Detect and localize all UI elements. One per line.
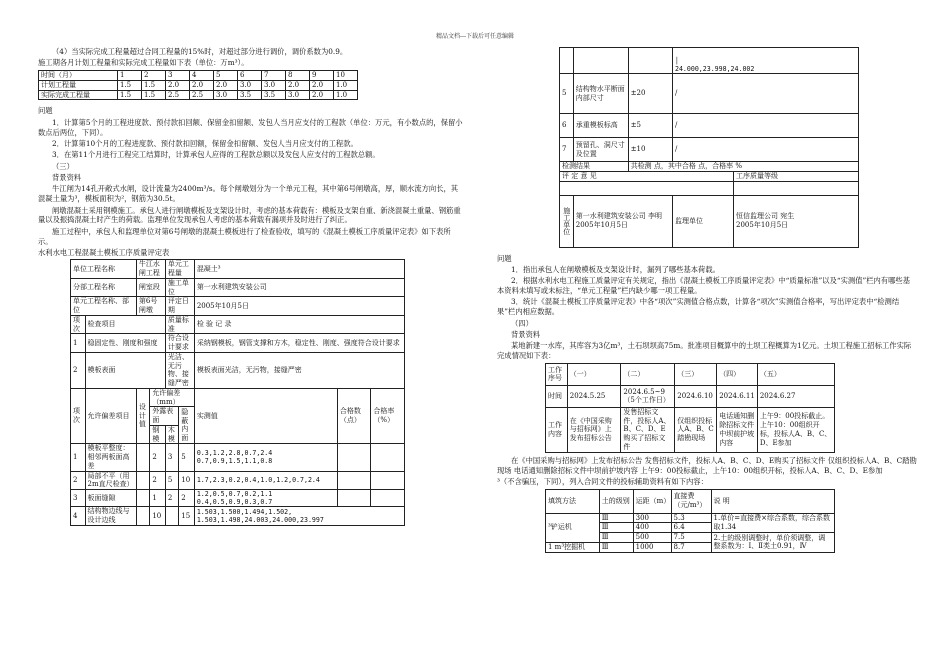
col-record: 检 验 记 录	[194, 315, 404, 334]
head-cost: 直接费（元/m³）	[671, 489, 711, 513]
time-label: 时间	[546, 385, 568, 407]
dev-pass-no	[337, 444, 371, 471]
seq-label: 工作序号	[546, 363, 568, 385]
page-header: 精品文档---下载后可任意编辑	[435, 33, 515, 40]
dev-design	[136, 471, 149, 490]
month-cell: 2	[142, 71, 166, 81]
quantity-table	[38, 70, 358, 100]
actual-cell: 1.5	[142, 90, 166, 100]
check-std: 光洁、无污物、接缝严密	[165, 352, 194, 388]
form-title: 水利水电工程混凝土模板工序质量评定表	[38, 247, 170, 257]
cont-item: 结构物水平断面内部尺寸	[573, 74, 628, 114]
background-para-2: 在《中国采购与招标网》上发布招标公告 发售招标文件，投标人A、B、C、D、E购买了招标文件 仅组织投标人A、B、C踏勘现场 电话通知删除招标文件中坝前护坡内容 上午9：00投标截止，上午10：00组织开标，投标人A、B、C、D、E参加	[497, 455, 917, 475]
plan-cell: 3.0	[262, 80, 286, 90]
measured-line: 1.7,2.3,0.2,0.4,1.0,1.2,0.7,2.4	[196, 476, 320, 485]
head-method: 填筑方法	[546, 489, 600, 513]
bidding-timeline-table	[545, 363, 835, 453]
question-2: 2．根据水利水电工程施工质量评定有关规定，指出《混凝土模板工序质量评定表》中“质量标准”以及“实测值”栏内有哪些基本资料未填写或未标注，“单元工程量”栏内缺少哪一项工程量。	[497, 276, 910, 296]
dev-no: 4	[71, 507, 86, 526]
dev-col-pass-no: 合格数（点）	[337, 388, 371, 444]
check-no: 2	[71, 352, 86, 388]
supervisor-signature	[734, 195, 859, 247]
month-cell: 1	[118, 71, 142, 81]
plan-cell: 1.5	[142, 80, 166, 90]
actual-cell: 2.5	[166, 90, 190, 100]
head-note: 说 明	[711, 489, 834, 513]
dev-measured	[194, 507, 404, 526]
unit-price-table	[545, 489, 835, 553]
cont-allow: ±5	[628, 114, 672, 138]
contractor-sig-name: 第一水利建筑安装公司 李明	[575, 212, 662, 221]
date-label: 评定日期	[165, 297, 194, 316]
supervisor-sig-label: 监理单位	[672, 195, 733, 247]
content-cell: 仅组织投标人A、B、C踏勘现场	[675, 407, 717, 452]
col-std: 质量标准	[165, 315, 194, 334]
dev-measured	[194, 444, 337, 471]
form-continuation	[559, 47, 859, 248]
col-item: 检查项目	[85, 315, 165, 334]
cont-no: 7	[560, 138, 574, 162]
head-distance: 运距（m）	[633, 489, 671, 513]
dev-item: 板面缝隙	[85, 490, 136, 507]
time-row	[546, 385, 835, 407]
dev-col-steel: 钢模	[150, 425, 166, 444]
dev-design	[136, 444, 149, 471]
cont-no: 6	[560, 114, 574, 138]
dev-measured	[194, 471, 337, 490]
seq-cell: （三）	[675, 363, 717, 385]
check-no: 1	[71, 334, 86, 353]
questions-title: 问题	[497, 253, 512, 263]
seq-cell: （一）	[567, 363, 621, 385]
month-cell: 10	[334, 71, 358, 81]
cont-allow: ±10	[628, 138, 672, 162]
plan-cell: 2.0	[166, 80, 190, 90]
section-3-heading: （三）	[52, 161, 74, 171]
method-scraper: ³铲运机	[546, 513, 600, 542]
dev-col-wood: 木模	[165, 425, 178, 444]
grade-cell: Ⅲ	[599, 533, 633, 543]
dev-item: 局部不平（用2m直尺检查）	[85, 471, 136, 490]
dev-row	[71, 444, 405, 471]
check-item-row	[71, 334, 405, 353]
background-para-1: 牛江闸为14孔开敞式水闸，设计流量为2400m³/s。每个闸墩划分为一个单元工程，其中第6号闸墩高，厚，顺水流方向长，其混凝土量为³，模板面积为²，钢筋为30.5t。	[38, 184, 459, 204]
month-cell: 4	[190, 71, 214, 81]
dev-no: 1	[71, 444, 86, 471]
check-item-row	[71, 352, 405, 388]
price-head-row	[546, 489, 835, 513]
unit-elem-label: 单元工程量	[165, 260, 194, 279]
grade-cell: Ⅲ	[599, 523, 633, 533]
background-title: 背景资料	[52, 173, 82, 182]
month-cell: 7	[262, 71, 286, 81]
elem-name-label: 单元工程名称、部位	[71, 297, 137, 316]
contractor-sig-date: 2005年10月5日	[575, 221, 628, 229]
eval-head-row	[560, 171, 859, 181]
dev-pass-no	[337, 471, 371, 490]
question-2: 2．计算第10个月的工程进度款、预付款扣回额，保留金扣留额、发包人当月应支付的工程款。	[52, 138, 358, 148]
cont-record: /	[672, 138, 858, 162]
cont-row	[560, 114, 859, 138]
note-2: 2.土的级别调整时，单价须调整，调整系数为：Ⅰ、Ⅱ类土0.91，Ⅳ	[711, 533, 834, 553]
dev-design	[136, 507, 149, 526]
actual-cell: 3.0	[214, 90, 238, 100]
dev-steel: 2	[150, 471, 166, 490]
content-cell: 发售招标文件，投标人A、B、C、D、E购买了招标文件	[621, 407, 675, 452]
cost-cell: 6.4	[671, 523, 711, 533]
adjust-clause: （4）当实际完成工程量超过合同工程量的15%时，对超过部分进行调价，调价系数为0.9。	[52, 47, 348, 56]
dev-pass-rate	[371, 444, 405, 471]
check-std: 符合设计要求	[165, 334, 194, 353]
distance-cell: 300	[633, 513, 671, 523]
dev-wood: 3	[165, 444, 178, 471]
measured-line: 0.3,1.2,2.8,0.7,2.4	[196, 449, 273, 458]
cont-item: 预留孔、洞尺寸及位置	[573, 138, 628, 162]
distance-cell: 500	[633, 533, 671, 543]
supervisor-sig-name: 恒信监理公司 宛生	[736, 212, 795, 221]
actual-cell: 3.0	[286, 90, 310, 100]
cont-item: 承重模板标高	[573, 114, 628, 138]
sub-project-value: 闸室段	[136, 278, 165, 297]
dev-pass-no	[337, 490, 371, 507]
cont-row	[560, 74, 859, 114]
dev-no: 3	[71, 490, 86, 507]
background-para-2: 闸墩混凝土采用钢模施工。承包人进行闸墩模板及支架设计时，考虑的基本荷载有：模板及支架自重、新浇混凝土重量、钢筋重量以及振捣混凝土时产生的荷载。监理单位发现承包人考虑的基本荷载有漏项并及时进行了纠正。	[38, 205, 461, 225]
grade-label: 工序质量等级	[734, 171, 859, 181]
cont-no: 5	[560, 74, 574, 114]
plan-row	[39, 80, 358, 90]
actual-cell: 1.5	[118, 90, 142, 100]
dev-measured	[194, 490, 337, 507]
plan-cell: 3.0	[238, 80, 262, 90]
dev-hidden: 10	[179, 471, 195, 490]
cont-row-0	[560, 48, 859, 74]
time-cell: 2024.6.5~9（5个工作日）	[621, 385, 675, 407]
dev-col-item: 允许偏差项目	[85, 388, 136, 444]
dev-steel: 10	[150, 507, 166, 526]
dev-hidden: 2	[179, 490, 195, 507]
measured-line: 1.503,1.498,24.003,24.000,23.997	[196, 516, 324, 525]
distance-cell: 1000	[633, 542, 671, 552]
unit-elem-value: 混凝土³	[194, 260, 404, 279]
dev-steel: 1	[150, 490, 166, 507]
time-cell: 2024.6.10	[675, 385, 717, 407]
questions-title: 问题	[38, 106, 53, 116]
background-para-1: 某地新建一水库，其库容为3亿m³，土石坝坝高75m。批准项目概算中的土坝工程概算为1亿元。土坝工程施工招标工作实际完成情况如下表：	[497, 341, 912, 361]
measured-line: 1.503,1.500,1.494,1.502,	[196, 507, 293, 516]
time-cell: 2024.6.27	[757, 385, 834, 407]
check-record: 采纳钢模板，钢管支撑和方木，稳定性、刚度、强度符合设计要求	[194, 334, 404, 353]
template-quality-form	[70, 259, 405, 526]
schedule-intro: 施工期各月计划工程量和实际完成工程量如下表（单位：万m³）。	[38, 58, 249, 68]
months-row	[39, 71, 358, 81]
check-item: 模板表面	[85, 352, 165, 388]
dev-item: 模板平整度：相邻两板面高差	[85, 444, 136, 471]
cost-cell: 8.7	[671, 542, 711, 552]
form-row-unit	[71, 260, 405, 279]
measured-line: 0.7,0.9,1.5,1.1,0.8	[196, 457, 273, 466]
dev-col-allow: 允许偏差（mm）	[150, 388, 195, 407]
check-result-row	[560, 162, 859, 172]
cost-cell: 5.3	[671, 513, 711, 523]
seq-row	[546, 363, 835, 385]
right-column	[497, 47, 917, 553]
form-row-head	[71, 315, 405, 334]
cont-measured-text: 24.000,23.998,24.002	[674, 64, 755, 73]
measured-line: 1.2,0.5,0.7,0.2,1.1	[196, 490, 273, 498]
content-cell: 电话通知删除招标文件中坝前护坡内容	[717, 407, 758, 452]
dev-item: 结构物边线与设计边线	[85, 507, 136, 526]
dev-wood: 5	[165, 471, 178, 490]
date-value: 2005年10月5日	[194, 297, 404, 316]
dev-no: 2	[71, 471, 86, 490]
month-cell: 6	[238, 71, 262, 81]
cont-measured: │ 24.000,23.998,24.002	[672, 48, 858, 74]
cost-cell: 7.5	[671, 533, 711, 543]
dev-hidden: 5	[179, 444, 195, 471]
actual-cell: 2.5	[190, 90, 214, 100]
months-label: 时间（月）	[39, 71, 118, 81]
grade-cell: Ⅲ	[599, 513, 633, 523]
seq-cell: （二）	[621, 363, 675, 385]
dev-col-exposed: 外露表面	[150, 407, 179, 426]
month-cell: 9	[310, 71, 334, 81]
dev-col-pass-rate: 合格率（%）	[371, 388, 405, 444]
check-item: 稳固定性、刚度和强度	[85, 334, 165, 353]
contractor-value: 第一水利建筑安装公司	[194, 278, 404, 297]
dev-hidden: 15	[179, 507, 195, 526]
actual-cell: 2.0	[310, 90, 334, 100]
cont-allow: ±20	[628, 74, 672, 114]
check-record: 模板表面光洁，无污物，接缝严密	[194, 352, 404, 388]
note-1: 1.单价=直接费×综合系数，综合系数取1.34	[711, 513, 834, 533]
cont-record: /	[672, 74, 858, 114]
signature-row	[560, 195, 859, 247]
cont-row	[560, 138, 859, 162]
eval-opinion-label: 评 定 意 见	[560, 171, 734, 181]
dev-pass-rate	[371, 471, 405, 490]
sub-project-label: 分部工程名称	[71, 278, 137, 297]
dev-col-design: 设计值	[136, 388, 149, 444]
plan-cell: 2.0	[286, 80, 310, 90]
actual-label: 实际完成工程量	[39, 90, 118, 100]
contractor-sig-label: 施工单位	[560, 195, 574, 247]
actual-cell: 3.5	[262, 90, 286, 100]
background-title: 背景资料	[511, 329, 541, 339]
plan-cell: 1.0	[334, 80, 358, 90]
method-excavator: 1 m³挖掘机	[546, 542, 600, 552]
price-row	[546, 513, 835, 523]
plan-cell: 2.0	[190, 80, 214, 90]
contractor-label: 施工单位	[165, 278, 194, 297]
check-result-label: 检测结果	[560, 162, 629, 172]
dev-wood	[165, 507, 178, 526]
measured-line: 0.4,0.5,0.9,0.3,0.7	[196, 498, 273, 507]
head-grade: 土的级别	[599, 489, 633, 513]
dev-col-hidden: 隐蔽内面	[179, 407, 195, 444]
left-column	[38, 47, 463, 526]
time-cell: 2024.5.25	[567, 385, 621, 407]
plan-label: 计划工程量	[39, 80, 118, 90]
dev-row	[71, 490, 405, 507]
col-no: 项次	[71, 315, 86, 334]
seq-cell: （五）	[757, 363, 834, 385]
content-row	[546, 407, 835, 452]
dev-steel: 2	[150, 444, 166, 471]
unit-project-label: 单位工程名称	[71, 260, 137, 279]
background-para-3: 施工过程中，承包人和监理单位对第6号闸墩的混凝土模板进行了检查验收，填写的《混凝土模板工序质量评定表》如下表所示。	[38, 226, 451, 246]
seq-cell: （四）	[717, 363, 758, 385]
plan-cell: 1.5	[118, 80, 142, 90]
supervisor-sig-date: 2005年10月5日	[736, 221, 789, 229]
check-result-text: 共检测 点，其中合格 点，合格率 %	[628, 162, 858, 172]
month-cell: 5	[214, 71, 238, 81]
form-row-elem	[71, 297, 405, 316]
month-cell: 3	[166, 71, 190, 81]
time-cell: 2024.6.11	[717, 385, 758, 407]
dev-col-no: 项次	[71, 388, 86, 444]
actual-cell: 3.5	[238, 90, 262, 100]
dev-pass-rate	[371, 490, 405, 507]
unit-project-value: 牛江水闸工程	[136, 260, 165, 279]
dev-row	[71, 507, 405, 526]
dev-col-meas: 实测值	[194, 388, 337, 444]
elem-name-value: 第6号闸墩	[136, 297, 165, 316]
form-row-sub	[71, 278, 405, 297]
question-3: 3．统计《混凝土模板工序质量评定表》中各“项次”实测值合格点数，计算各“项次”实测值合格率，写出评定表中“检测结果”栏内相应数据。	[497, 297, 900, 317]
dev-design	[136, 490, 149, 507]
dev-wood: 2	[165, 490, 178, 507]
grade-value	[734, 181, 859, 195]
cont-record: /	[672, 114, 858, 138]
actual-row	[39, 90, 358, 100]
eval-opinion-value	[560, 181, 734, 195]
eval-blank-row	[560, 181, 859, 195]
question-1: 1．指出承包人在闸墩模板及支架设计时，漏列了哪些基本荷载。	[511, 264, 720, 274]
question-1: 1．计算第5个月的工程进度款、预付款扣回额、保留金扣留额、发包人当月应支付的工程款（单位：万元，有小数点的，保留小数点后两位，下同）。	[38, 117, 463, 137]
grade-cell: Ⅲ	[599, 542, 633, 552]
background-para-3: ³（不含骗压，下同），列入合同文件的投标辅助资料有如下内容：	[497, 476, 708, 486]
actual-cell: 1.0	[334, 90, 358, 100]
content-cell: 在《中国采购与招标网》上发布招标公告	[567, 407, 621, 452]
content-label: 工作内容	[546, 407, 568, 452]
month-cell: 8	[286, 71, 310, 81]
plan-cell: 2.0	[310, 80, 334, 90]
plan-cell: 2.0	[214, 80, 238, 90]
question-3: 3．在第11个月进行工程完工结算时，计算承包人应得的工程款总额以及发包人应支付的工程款总额。	[52, 150, 380, 160]
contractor-signature	[573, 195, 672, 247]
content-cell: 上午9：00投标截止。上午10：00组织开标，投标人A、B、C、D、E参加	[757, 407, 834, 452]
dev-head-row-1	[71, 388, 405, 407]
section-4-heading: （四）	[511, 318, 533, 328]
dev-row	[71, 471, 405, 490]
distance-cell: 400	[633, 523, 671, 533]
